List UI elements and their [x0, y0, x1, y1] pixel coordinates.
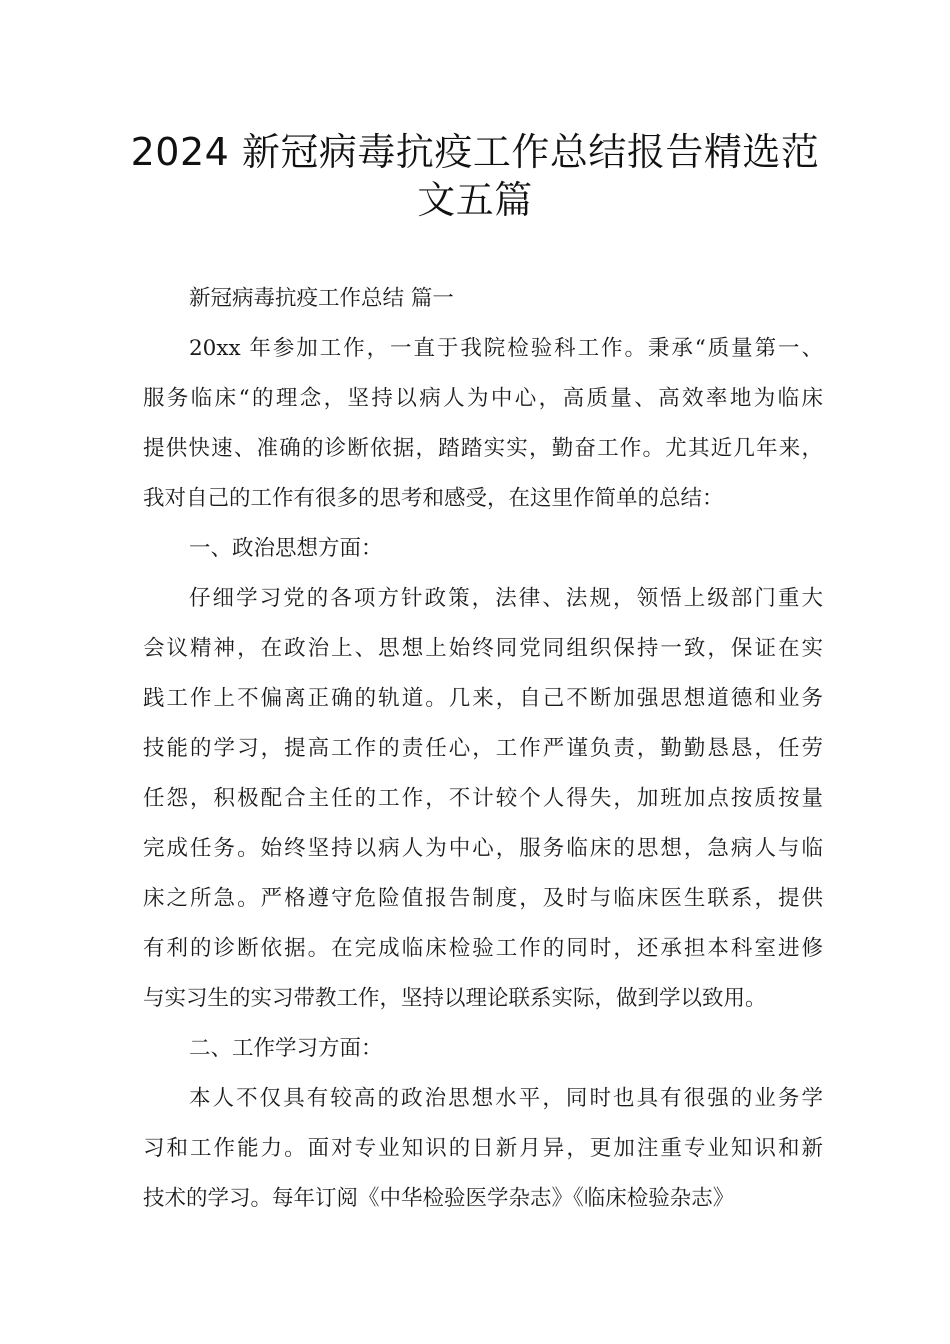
paragraph-line: 本人不仅具有较高的政治思想水平，同时也具有很强的业务学 — [189, 1086, 823, 1111]
paragraph-line: 仔细学习党的各项方针政策，法律、法规，领悟上级部门重大 — [189, 586, 823, 611]
paragraph-line: 任怨，积极配合主任的工作，不计较个人得失，加班加点按质按量 — [143, 786, 823, 811]
document-title — [120, 128, 830, 224]
paragraph-line: 提供快速、准确的诊断依据，踏踏实实，勤奋工作。尤其近几年来， — [143, 436, 823, 461]
paragraph-line: 会议精神，在政治上、思想上始终同党同组织保持一致，保证在实 — [143, 636, 823, 661]
title-line-1: 2024 新冠病毒抗疫工作总结报告精选范 — [130, 130, 820, 174]
title-line-2: 文五篇 — [417, 178, 533, 222]
paragraph-line: 20xx 年参加工作，一直于我院检验科工作。秉承“质量第一、 — [189, 336, 823, 361]
section-heading-work-study: 二、工作学习方面： — [189, 1036, 383, 1061]
paragraph-line: 服务临床“的理念，坚持以病人为中心，高质量、高效率地为临床 — [143, 386, 823, 411]
paragraph-line: 完成任务。始终坚持以病人为中心，服务临床的思想，急病人与临 — [143, 836, 823, 861]
section-heading-article-one: 新冠病毒抗疫工作总结 篇一 — [189, 286, 454, 311]
paragraph-line: 践工作上不偏离正确的轨道。几来，自己不断加强思想道德和业务 — [143, 686, 823, 711]
paragraph-line: 技能的学习，提高工作的责任心，工作严谨负责，勤勤恳恳，任劳 — [143, 736, 823, 761]
paragraph-line: 技术的学习。每年订阅《中华检验医学杂志》《临床检验杂志》 — [143, 1186, 735, 1211]
paragraph-line: 我对自己的工作有很多的思考和感受，在这里作简单的总结： — [143, 486, 724, 511]
document-body — [143, 280, 823, 1230]
paragraph-line: 有利的诊断依据。在完成临床检验工作的同时，还承担本科室进修 — [143, 936, 823, 961]
paragraph-line: 与实习生的实习带教工作，坚持以理论联系实际，做到学以致用。 — [143, 986, 767, 1011]
section-heading-political: 一、政治思想方面： — [189, 536, 383, 561]
paragraph-line: 习和工作能力。面对专业知识的日新月异，更加注重专业知识和新 — [143, 1136, 823, 1161]
paragraph-line: 床之所急。严格遵守危险值报告制度，及时与临床医生联系，提供 — [143, 886, 823, 911]
